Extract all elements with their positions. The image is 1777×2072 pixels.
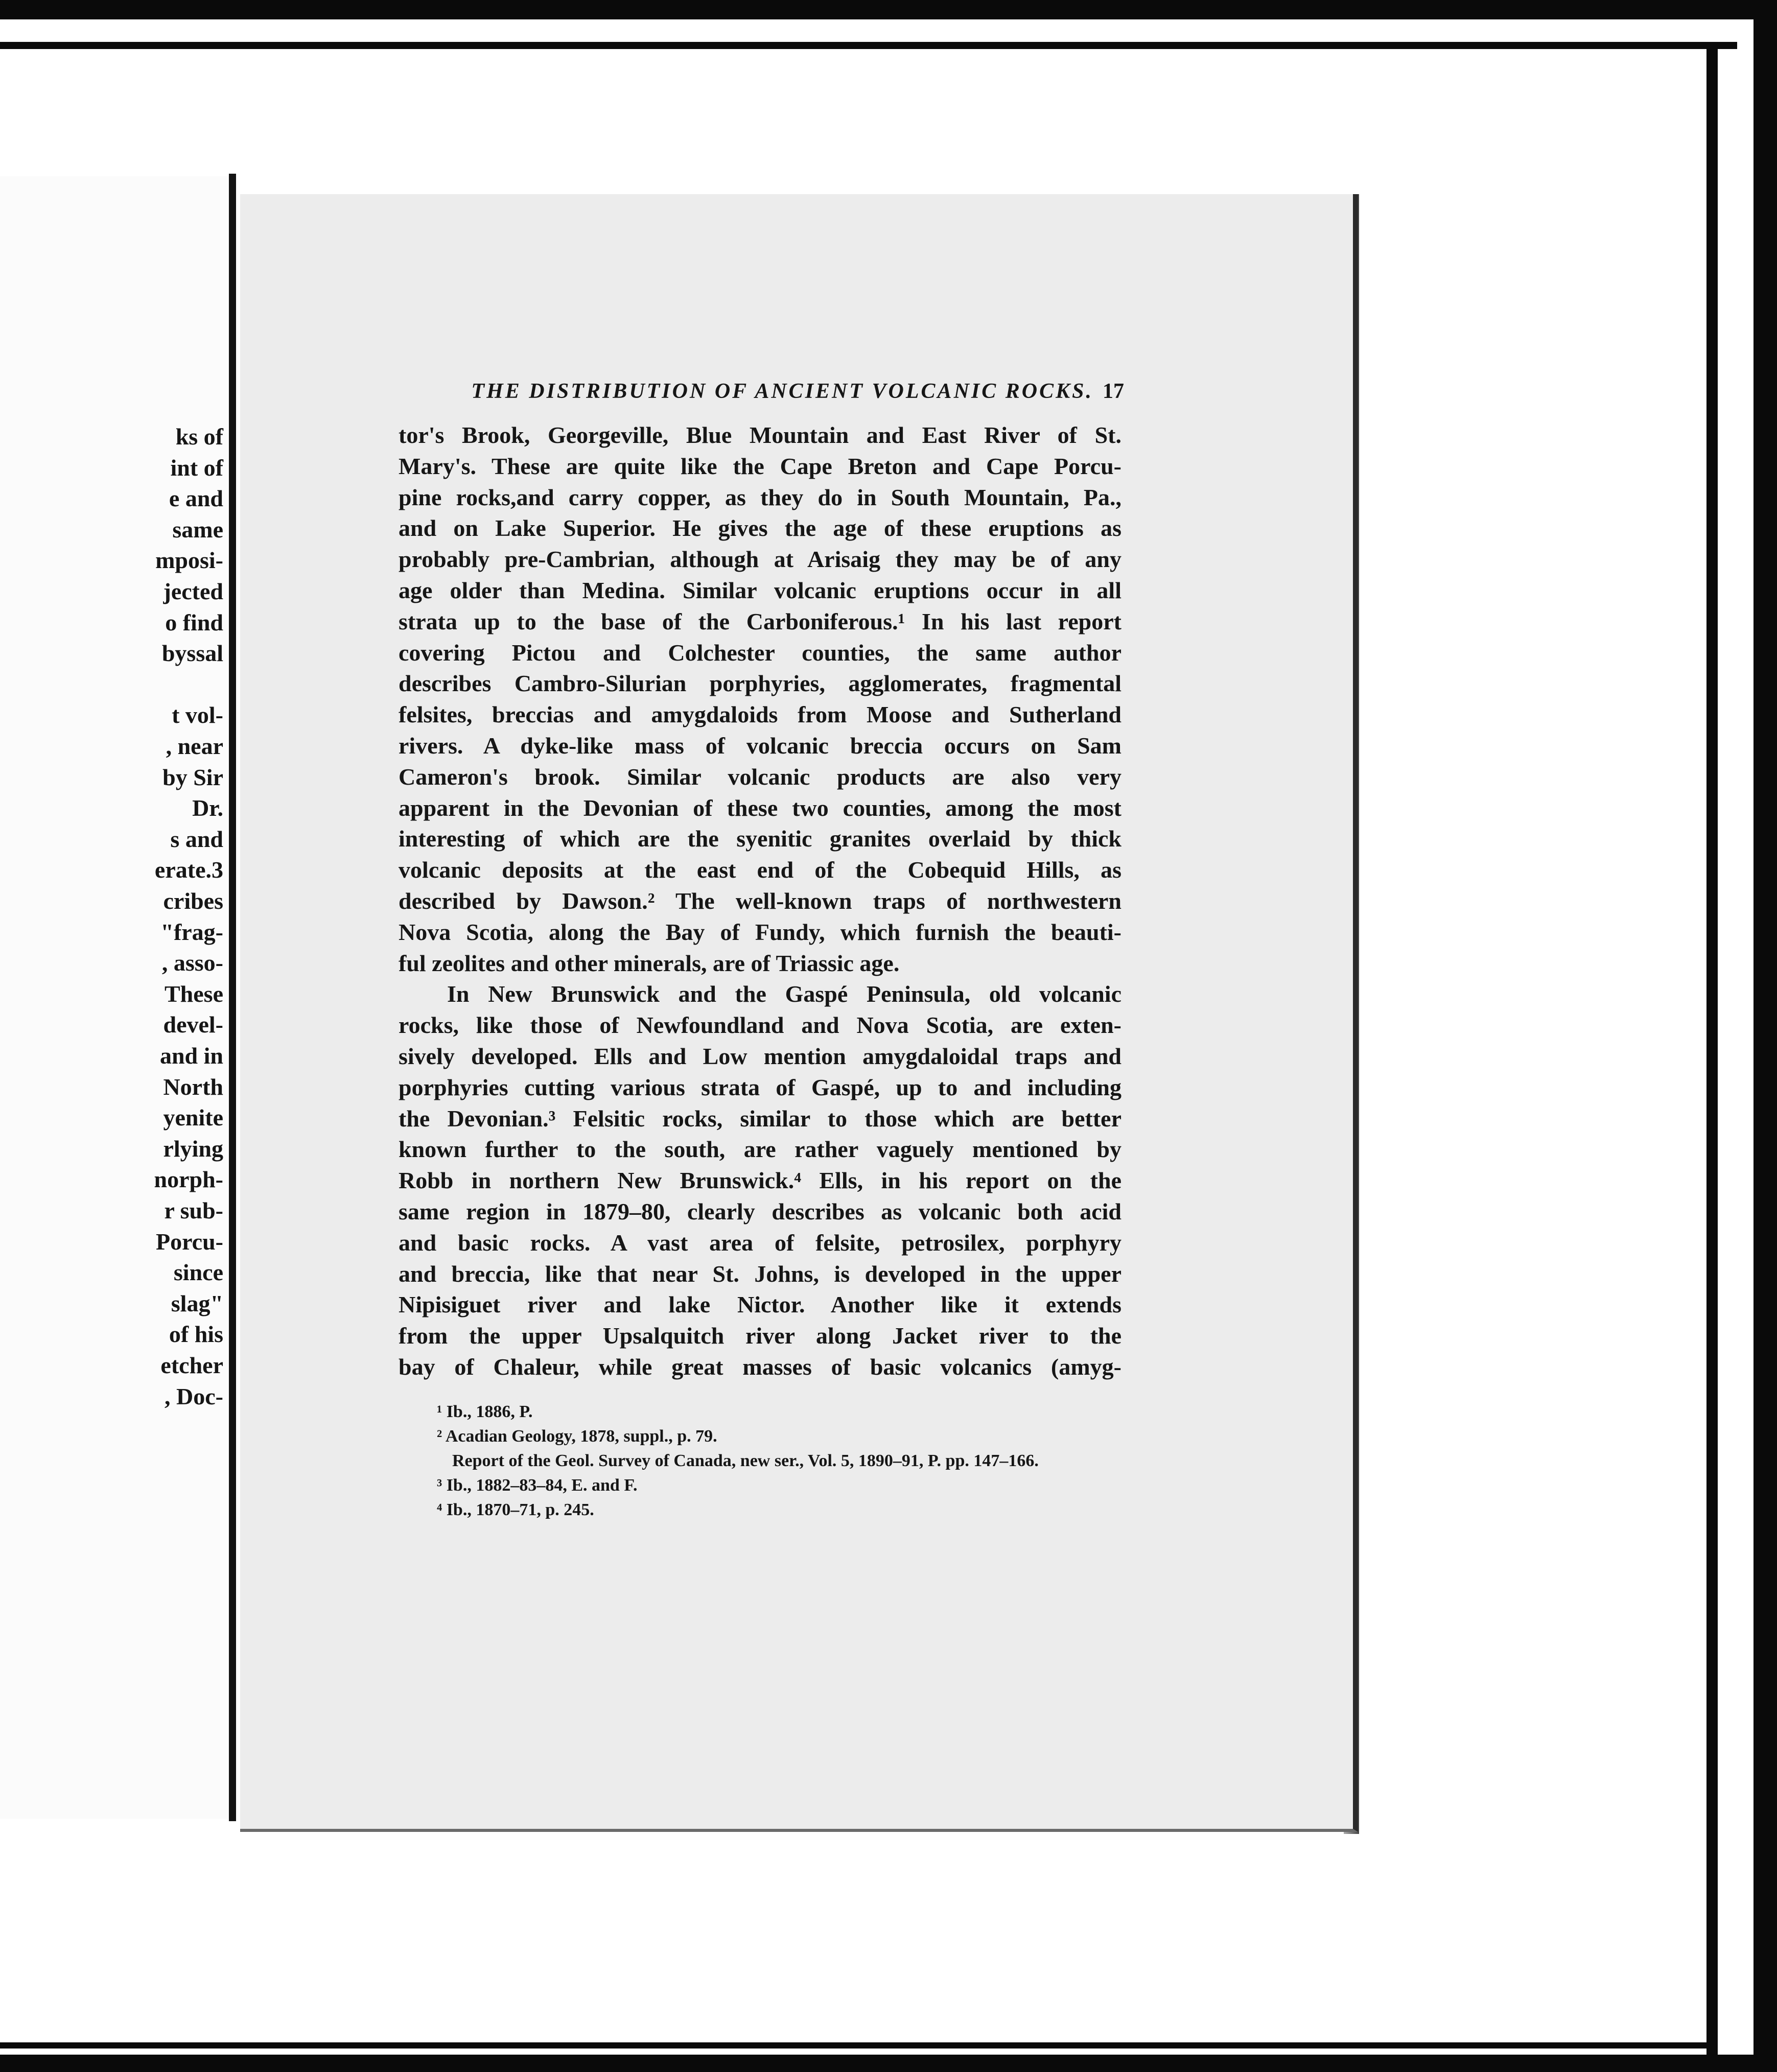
body-text xyxy=(399,420,1121,1383)
left-page-line: devel- xyxy=(163,1011,223,1038)
left-page-line: and in xyxy=(159,1043,223,1069)
body-line: rocks, like those of Newfoundland and Nova Scotia, are exten- xyxy=(399,1012,1121,1039)
left-page-line: byssal xyxy=(161,640,223,667)
body-line: and breccia, like that near St. Johns, is developed in the upper xyxy=(399,1260,1121,1287)
left-page-line: , asso- xyxy=(161,950,223,976)
left-page-line: since xyxy=(173,1259,223,1286)
left-page-line: of his xyxy=(169,1321,223,1348)
body-line: same region in 1879–80, clearly describes as volcanic both acid xyxy=(399,1198,1121,1225)
left-page-line: int of xyxy=(170,454,223,481)
left-page-line: same xyxy=(172,516,223,543)
left-page-line: erate.3 xyxy=(154,857,223,883)
footnote: ² Acadian Geology, 1878, suppl., p. 79. xyxy=(437,1427,717,1446)
scan-edge-bottom xyxy=(0,2042,1718,2049)
body-line: Mary's. These are quite like the Cape Breton and Cape Porcu- xyxy=(399,453,1121,479)
body-line: bay of Chaleur, while great masses of basic volcanics (amyg- xyxy=(399,1353,1121,1380)
body-line: age older than Medina. Similar volcanic eruptions occur in all xyxy=(399,577,1121,603)
left-page-line: slag" xyxy=(171,1290,223,1316)
body-line: sively developed. Ells and Low mention amygdaloidal traps and xyxy=(399,1043,1121,1069)
left-facing-page xyxy=(0,176,232,1819)
footnote: Report of the Geol. Survey of Canada, new ser., Vol. 5, 1890–91, P. pp. 147–166. xyxy=(452,1451,1039,1470)
left-page-line: "frag- xyxy=(160,919,223,945)
left-page-line: These xyxy=(165,980,223,1007)
body-line: describes Cambro-Silurian porphyries, agglomerates, fragmental xyxy=(399,670,1121,697)
left-page-line: ks of xyxy=(175,423,223,450)
body-line: rivers. A dyke-like mass of volcanic breccia occurs on Sam xyxy=(399,732,1121,759)
left-page-line: t vol- xyxy=(172,702,223,728)
left-page-line: yenite xyxy=(163,1104,223,1131)
running-head xyxy=(427,379,1124,404)
body-line: apparent in the Devonian of these two counties, among the most xyxy=(399,794,1121,821)
scan-edge-top xyxy=(0,42,1737,49)
body-line: pine rocks,and carry copper, as they do in South Mountain, Pa., xyxy=(399,484,1121,510)
left-page-line: cribes xyxy=(163,888,223,914)
body-line: Nipisiguet river and lake Nictor. Another like it extends xyxy=(399,1291,1121,1318)
page-number: 17 xyxy=(1103,380,1124,403)
body-line: In New Brunswick and the Gaspé Peninsula, old volcanic xyxy=(447,981,1121,1007)
body-line: Cameron's brook. Similar volcanic products are also very xyxy=(399,763,1121,790)
left-page-line: r sub- xyxy=(164,1197,223,1223)
left-page-line: s and xyxy=(170,826,223,852)
running-head-title: THE DISTRIBUTION OF ANCIENT VOLCANIC ROCKS. xyxy=(471,380,1093,403)
body-line: and basic rocks. A vast area of felsite, petrosilex, porphyry xyxy=(399,1229,1121,1256)
left-page-line: mposi- xyxy=(155,547,223,574)
body-line: volcanic deposits at the east end of the Cobequid Hills, as xyxy=(399,857,1121,883)
body-line: the Devonian.³ Felsitic rocks, similar to those which are better xyxy=(399,1105,1121,1132)
footnotes xyxy=(437,1400,1121,1522)
left-page-line: o find xyxy=(165,609,223,635)
body-line: ful zeolites and other minerals, are of Triassic age. xyxy=(399,950,900,976)
left-page-line: North xyxy=(163,1073,223,1100)
footnote: ⁴ Ib., 1870–71, p. 245. xyxy=(437,1500,594,1519)
left-page-line: , near xyxy=(166,733,223,759)
left-page-line: etcher xyxy=(160,1352,223,1378)
body-line: strata up to the base of the Carboniferous.¹ In his last report xyxy=(399,608,1121,634)
body-line: covering Pictou and Colchester counties, the same author xyxy=(399,639,1121,666)
footnote: ³ Ib., 1882–83–84, E. and F. xyxy=(437,1476,638,1495)
left-page-line: Dr. xyxy=(192,795,223,821)
body-line: porphyries cutting various strata of Gaspé, up to and including xyxy=(399,1074,1121,1100)
left-page-line: by Sir xyxy=(162,764,223,790)
left-page-line: norph- xyxy=(154,1166,223,1193)
body-line: Robb in northern New Brunswick.⁴ Ells, in his report on the xyxy=(399,1167,1121,1194)
left-page-line: Porcu- xyxy=(155,1228,223,1255)
body-line: known further to the south, are rather vaguely mentioned by xyxy=(399,1136,1121,1163)
body-line: tor's Brook, Georgeville, Blue Mountain and East River of St. xyxy=(399,422,1121,448)
scan-edge-right xyxy=(1706,42,1718,2055)
body-line: Nova Scotia, along the Bay of Fundy, which furnish the beauti- xyxy=(399,919,1121,945)
body-line: described by Dawson.² The well-known traps of northwestern xyxy=(399,887,1121,914)
book-gutter xyxy=(229,174,236,1821)
body-line: felsites, breccias and amygdaloids from Moose and Sutherland xyxy=(399,701,1121,728)
body-line: probably pre-Cambrian, although at Arisaig they may be of any xyxy=(399,546,1121,573)
body-line: interesting of which are the syenitic granites overlaid by thick xyxy=(399,826,1121,852)
body-line: and on Lake Superior. He gives the age of these eruptions as xyxy=(399,515,1121,541)
left-page-line: jected xyxy=(163,578,223,604)
body-line: from the upper Upsalquitch river along Jacket river to the xyxy=(399,1323,1121,1349)
left-page-line: rlying xyxy=(163,1135,223,1162)
left-page-line: e and xyxy=(169,485,223,512)
left-page-line: , Doc- xyxy=(165,1383,223,1409)
footnote: ¹ Ib., 1886, P. xyxy=(437,1402,533,1421)
